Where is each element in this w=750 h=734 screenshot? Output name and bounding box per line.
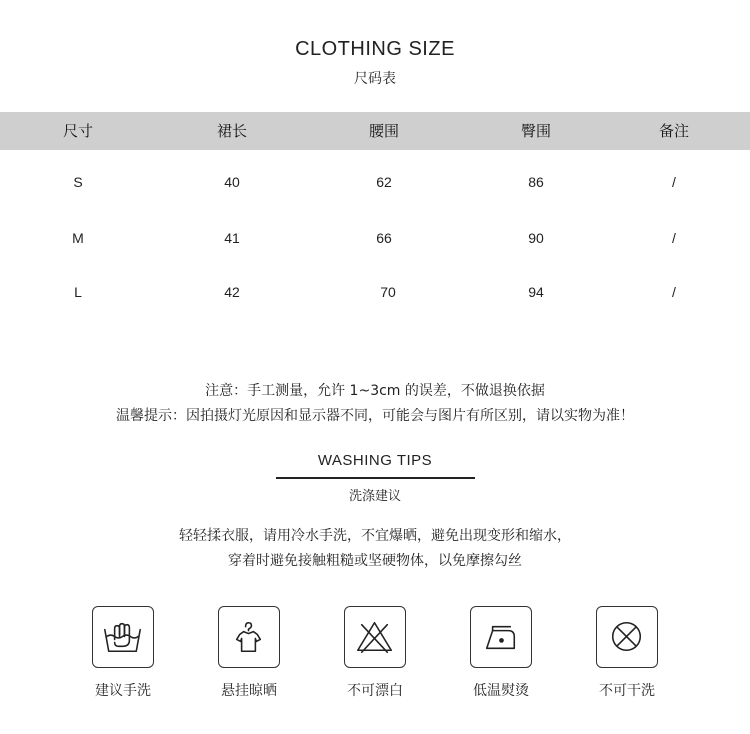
column-header-length: 裙长 bbox=[216, 122, 247, 140]
size-table-header bbox=[0, 112, 750, 150]
table-row bbox=[0, 280, 750, 304]
low-iron-icon bbox=[470, 606, 532, 668]
table-cell: L bbox=[74, 284, 82, 300]
no-dry-clean-icon bbox=[596, 606, 658, 668]
no-bleach-icon bbox=[344, 606, 406, 668]
table-cell: / bbox=[672, 284, 676, 300]
column-header-waist: 腰围 bbox=[368, 122, 399, 140]
care-instructions-line2: 穿着时避免接触粗糙或坚硬物体，以免摩擦勾丝 bbox=[228, 553, 522, 569]
table-cell: 42 bbox=[224, 284, 240, 300]
washing-title-cn: 洗涤建议 bbox=[348, 489, 401, 504]
hand-wash-icon bbox=[92, 606, 154, 668]
hang-dry-icon bbox=[218, 606, 280, 668]
table-cell: S bbox=[73, 174, 83, 190]
table-row bbox=[0, 226, 750, 250]
icon-label-hand-wash: 建议手洗 bbox=[95, 683, 151, 699]
note-color-difference: 温馨提示：因拍摄灯光原因和显示器不同，可能会与图片有所区别，请以实物为准！ bbox=[116, 408, 634, 424]
table-cell: 62 bbox=[376, 174, 392, 190]
table-cell: / bbox=[672, 230, 676, 246]
icon-label-low-iron: 低温熨烫 bbox=[473, 683, 529, 699]
column-header-size: 尺寸 bbox=[62, 122, 93, 140]
table-cell: 70 bbox=[380, 284, 396, 300]
table-cell: 86 bbox=[528, 174, 544, 190]
table-cell: M bbox=[72, 230, 84, 246]
table-cell: / bbox=[672, 174, 676, 190]
table-cell: 41 bbox=[224, 230, 240, 246]
washing-title-en: WASHING TIPS bbox=[317, 452, 433, 469]
table-row bbox=[0, 170, 750, 194]
table-cell: 40 bbox=[224, 174, 240, 190]
table-cell: 94 bbox=[528, 284, 544, 300]
icon-label-no-dry-clean: 不可干洗 bbox=[599, 683, 655, 699]
column-header-hip: 臀围 bbox=[520, 122, 551, 140]
title-cn: 尺码表 bbox=[354, 71, 396, 87]
table-cell: 90 bbox=[528, 230, 544, 246]
icon-label-hang-dry: 悬挂晾晒 bbox=[221, 683, 277, 699]
note-measurement: 注意：手工测量，允许 1~3cm 的误差，不做退换依据 bbox=[205, 383, 545, 399]
care-instructions-line1: 轻轻揉衣服，请用冷水手洗，不宜爆晒，避免出现变形和缩水， bbox=[179, 528, 571, 544]
washing-divider bbox=[276, 477, 475, 479]
column-header-remark: 备注 bbox=[658, 122, 689, 140]
icon-label-no-bleach: 不可漂白 bbox=[347, 683, 403, 699]
table-cell: 66 bbox=[376, 230, 392, 246]
title-en: CLOTHING SIZE bbox=[295, 38, 455, 60]
